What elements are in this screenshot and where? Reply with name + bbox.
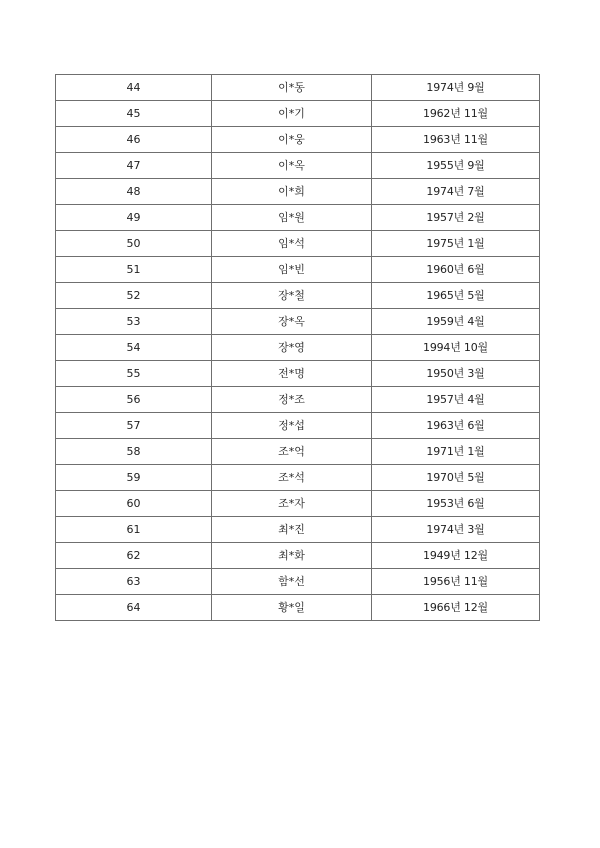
table-row	[56, 205, 540, 231]
row-number-cell: 63	[56, 569, 212, 595]
birth-date-cell: 1955년 9월	[372, 153, 540, 179]
birth-date-cell: 1957년 4월	[372, 387, 540, 413]
table-row	[56, 101, 540, 127]
birth-date-cell: 1950년 3월	[372, 361, 540, 387]
row-number-cell: 44	[56, 75, 212, 101]
table-row	[56, 387, 540, 413]
table-row	[56, 309, 540, 335]
table-row	[56, 127, 540, 153]
name-cell: 황*일	[212, 595, 372, 621]
row-number-cell: 57	[56, 413, 212, 439]
table-row	[56, 517, 540, 543]
table-row	[56, 335, 540, 361]
name-cell: 조*억	[212, 439, 372, 465]
birth-date-cell: 1975년 1월	[372, 231, 540, 257]
roster-table-body	[56, 75, 540, 621]
birth-date-cell: 1974년 9월	[372, 75, 540, 101]
table-row	[56, 75, 540, 101]
row-number-cell: 50	[56, 231, 212, 257]
table-row	[56, 257, 540, 283]
name-cell: 정*조	[212, 387, 372, 413]
table-row	[56, 179, 540, 205]
row-number-cell: 56	[56, 387, 212, 413]
name-cell: 임*빈	[212, 257, 372, 283]
name-cell: 이*희	[212, 179, 372, 205]
name-cell: 정*섭	[212, 413, 372, 439]
name-cell: 장*철	[212, 283, 372, 309]
row-number-cell: 55	[56, 361, 212, 387]
table-row	[56, 413, 540, 439]
row-number-cell: 53	[56, 309, 212, 335]
birth-date-cell: 1970년 5월	[372, 465, 540, 491]
table-row	[56, 153, 540, 179]
table-row	[56, 569, 540, 595]
table-row	[56, 361, 540, 387]
name-cell: 전*명	[212, 361, 372, 387]
row-number-cell: 60	[56, 491, 212, 517]
row-number-cell: 61	[56, 517, 212, 543]
row-number-cell: 54	[56, 335, 212, 361]
row-number-cell: 58	[56, 439, 212, 465]
table-row	[56, 543, 540, 569]
row-number-cell: 59	[56, 465, 212, 491]
row-number-cell: 46	[56, 127, 212, 153]
table-row	[56, 283, 540, 309]
name-cell: 이*기	[212, 101, 372, 127]
birth-date-cell: 1974년 7월	[372, 179, 540, 205]
row-number-cell: 52	[56, 283, 212, 309]
row-number-cell: 45	[56, 101, 212, 127]
row-number-cell: 51	[56, 257, 212, 283]
name-cell: 이*옥	[212, 153, 372, 179]
name-cell: 최*진	[212, 517, 372, 543]
birth-date-cell: 1974년 3월	[372, 517, 540, 543]
name-cell: 최*화	[212, 543, 372, 569]
birth-date-cell: 1953년 6월	[372, 491, 540, 517]
name-cell: 함*선	[212, 569, 372, 595]
birth-date-cell: 1963년 6월	[372, 413, 540, 439]
row-number-cell: 62	[56, 543, 212, 569]
name-cell: 조*석	[212, 465, 372, 491]
birth-date-cell: 1957년 2월	[372, 205, 540, 231]
birth-date-cell: 1960년 6월	[372, 257, 540, 283]
roster-table	[55, 74, 540, 621]
birth-date-cell: 1962년 11월	[372, 101, 540, 127]
birth-date-cell: 1994년 10월	[372, 335, 540, 361]
birth-date-cell: 1963년 11월	[372, 127, 540, 153]
birth-date-cell: 1971년 1월	[372, 439, 540, 465]
birth-date-cell: 1959년 4월	[372, 309, 540, 335]
birth-date-cell: 1965년 5월	[372, 283, 540, 309]
name-cell: 장*옥	[212, 309, 372, 335]
name-cell: 임*원	[212, 205, 372, 231]
row-number-cell: 47	[56, 153, 212, 179]
name-cell: 이*웅	[212, 127, 372, 153]
birth-date-cell: 1949년 12월	[372, 543, 540, 569]
table-row	[56, 465, 540, 491]
name-cell: 이*동	[212, 75, 372, 101]
row-number-cell: 48	[56, 179, 212, 205]
row-number-cell: 64	[56, 595, 212, 621]
birth-date-cell: 1956년 11월	[372, 569, 540, 595]
table-row	[56, 231, 540, 257]
name-cell: 임*석	[212, 231, 372, 257]
birth-date-cell: 1966년 12월	[372, 595, 540, 621]
name-cell: 장*영	[212, 335, 372, 361]
table-row	[56, 439, 540, 465]
row-number-cell: 49	[56, 205, 212, 231]
table-row	[56, 491, 540, 517]
table-row	[56, 595, 540, 621]
name-cell: 조*자	[212, 491, 372, 517]
